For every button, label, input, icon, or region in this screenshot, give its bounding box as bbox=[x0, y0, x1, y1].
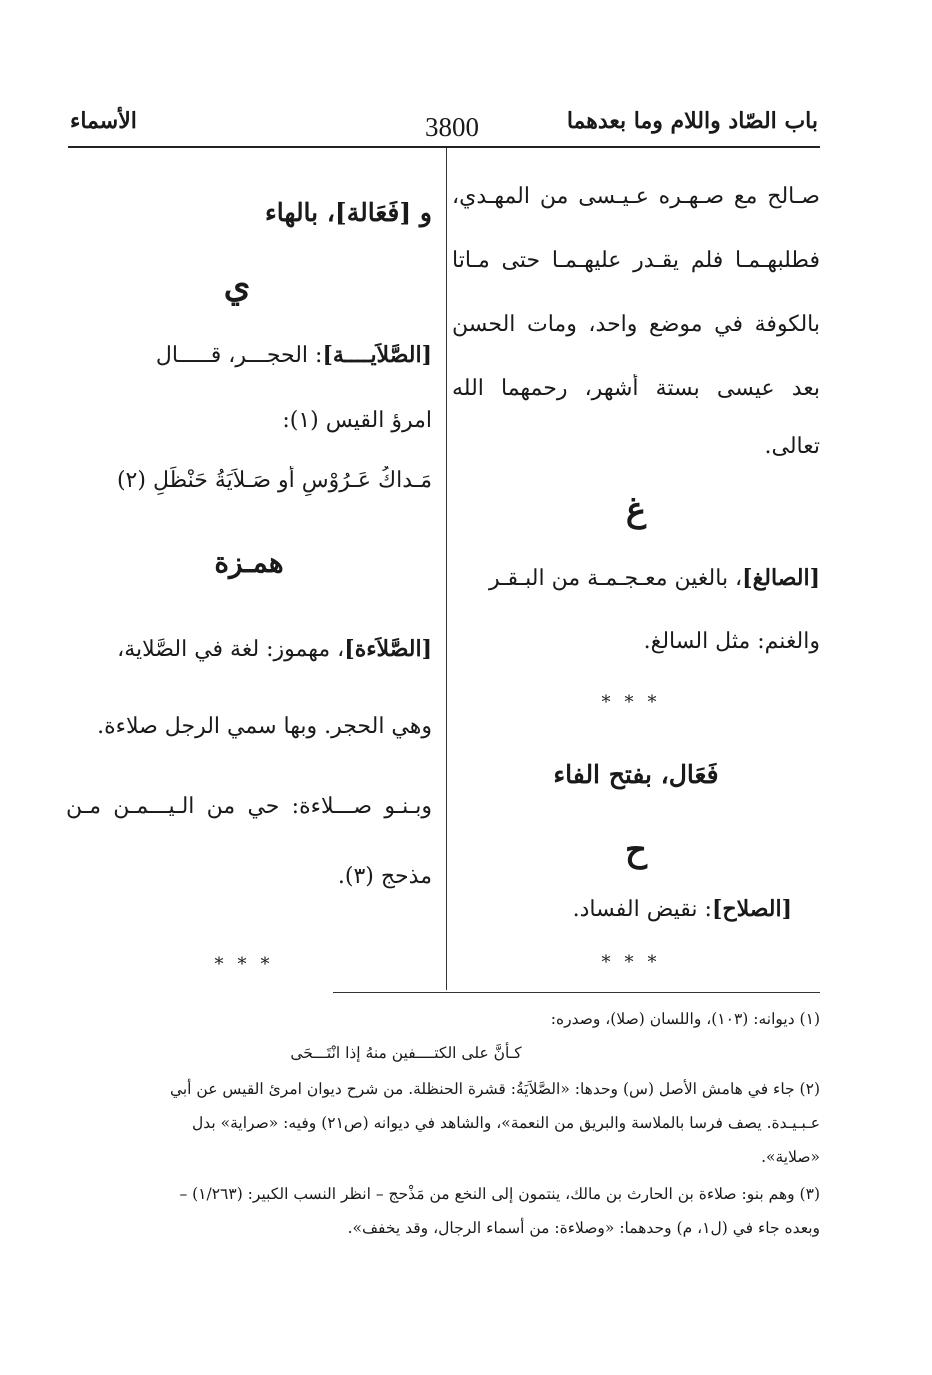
section-heading: فَعَال، بفتح الفاء bbox=[553, 760, 719, 789]
entry-salah bbox=[452, 894, 792, 925]
page-number: 3800 bbox=[425, 112, 479, 142]
entry-definition: ، بالغين معـجـمـة من البـقـر bbox=[488, 566, 743, 591]
footnote: (٢) جاء في هامش الأصل (س) وحدها: «الصَّلاَيَةُ: قشرة الحنظلة. من شرح ديوان امرئ القيس عن أبي bbox=[169, 1080, 820, 1098]
footnote: عـبـيـدة. يصف فرسا بالملاسة والبريق من النعمة»، والشاهد في ديوانه (ص٢١) وفيه: «صراية» بدل bbox=[191, 1114, 820, 1132]
entry-term: [الصالغ] bbox=[742, 565, 820, 591]
entry-term: [الصَّلاَيــــة] bbox=[322, 342, 432, 368]
entry-term: [الصلاح] bbox=[711, 896, 792, 922]
entry-definition: : نقيض الفساد. bbox=[572, 897, 712, 922]
entry-definition: ، مهموز: لغة في الصَّلاية، bbox=[117, 637, 345, 662]
section-title: الأسماء bbox=[70, 108, 137, 134]
left-text-line: وهي الحجر. وبها سمي الرجل صلاءة. bbox=[97, 714, 432, 739]
letter-ha-heading: ح bbox=[625, 830, 647, 870]
section-separator: *** bbox=[214, 954, 284, 975]
chapter-title: باب الصّاد واللام وما بعدهما bbox=[566, 108, 818, 134]
right-text-line: صـالح مع صـهـره عـيـسى من المهـدي، bbox=[452, 184, 820, 209]
section-separator: *** bbox=[601, 692, 671, 713]
right-text-line: بعد عيسى بستة أشهر، رحمهما الله bbox=[452, 376, 820, 401]
right-text-line: فطلبهـمـا فلم يقـدر عليهـمـا حتى مـاتا bbox=[452, 248, 820, 273]
entry-definition: : الحجـــر، قـــــال bbox=[155, 343, 323, 368]
entry-salaya bbox=[66, 340, 432, 371]
letter-ghain-heading: غ bbox=[625, 490, 647, 530]
section-separator: *** bbox=[601, 952, 671, 973]
left-text-line: امرؤ القيس (١): bbox=[282, 408, 432, 433]
entry-term: [الصَّلاَءة] bbox=[344, 636, 432, 662]
footnote: (٣) وهم بنو: صلاءة بن الحارث بن مالك، ينتمون إلى النخع من مَذْحج – انظر النسب الكبير: (١/٢٦٣) – bbox=[179, 1185, 820, 1203]
left-text-line: مذحج (٣). bbox=[337, 864, 432, 889]
footnote: (١) ديوانه: (١٠٣)، واللسان (صلا)، وصدره: bbox=[550, 1010, 820, 1028]
right-text-line: تعالى. bbox=[764, 434, 820, 459]
footnote: «صلاية». bbox=[761, 1148, 820, 1166]
entry-salaa bbox=[66, 634, 432, 665]
entry-salegh bbox=[452, 563, 820, 594]
left-text-line: وبـنـو صـــلاءة: حي من الـيـــمـن مـن bbox=[66, 794, 432, 819]
header-rule bbox=[68, 146, 820, 148]
footnote-verse: كـأنَّ على الكتــــفين منهُ إذا انْتَـــحَى bbox=[290, 1044, 522, 1062]
letter-ya-heading: ي bbox=[223, 266, 251, 306]
section-heading: همـزة bbox=[214, 546, 284, 579]
right-text-line: بالكوفة في موضع واحد، ومات الحسن bbox=[452, 312, 820, 337]
right-text-line: والغنم: مثل السالغ. bbox=[643, 629, 820, 654]
footnote-rule bbox=[333, 992, 820, 993]
footnote: وبعده جاء في (ل١، م) وحدهما: «وصلاءة: من أسماء الرجال، وقد يخفف». bbox=[347, 1219, 820, 1237]
poem-verse: مَـداكُ عَـرُوْسٍ أو صَـلاَيَةُ حَنْظَلِ (٢) bbox=[116, 468, 432, 493]
column-divider bbox=[446, 148, 447, 990]
section-heading: و [فَعَالة]، بالهاء bbox=[265, 198, 432, 227]
